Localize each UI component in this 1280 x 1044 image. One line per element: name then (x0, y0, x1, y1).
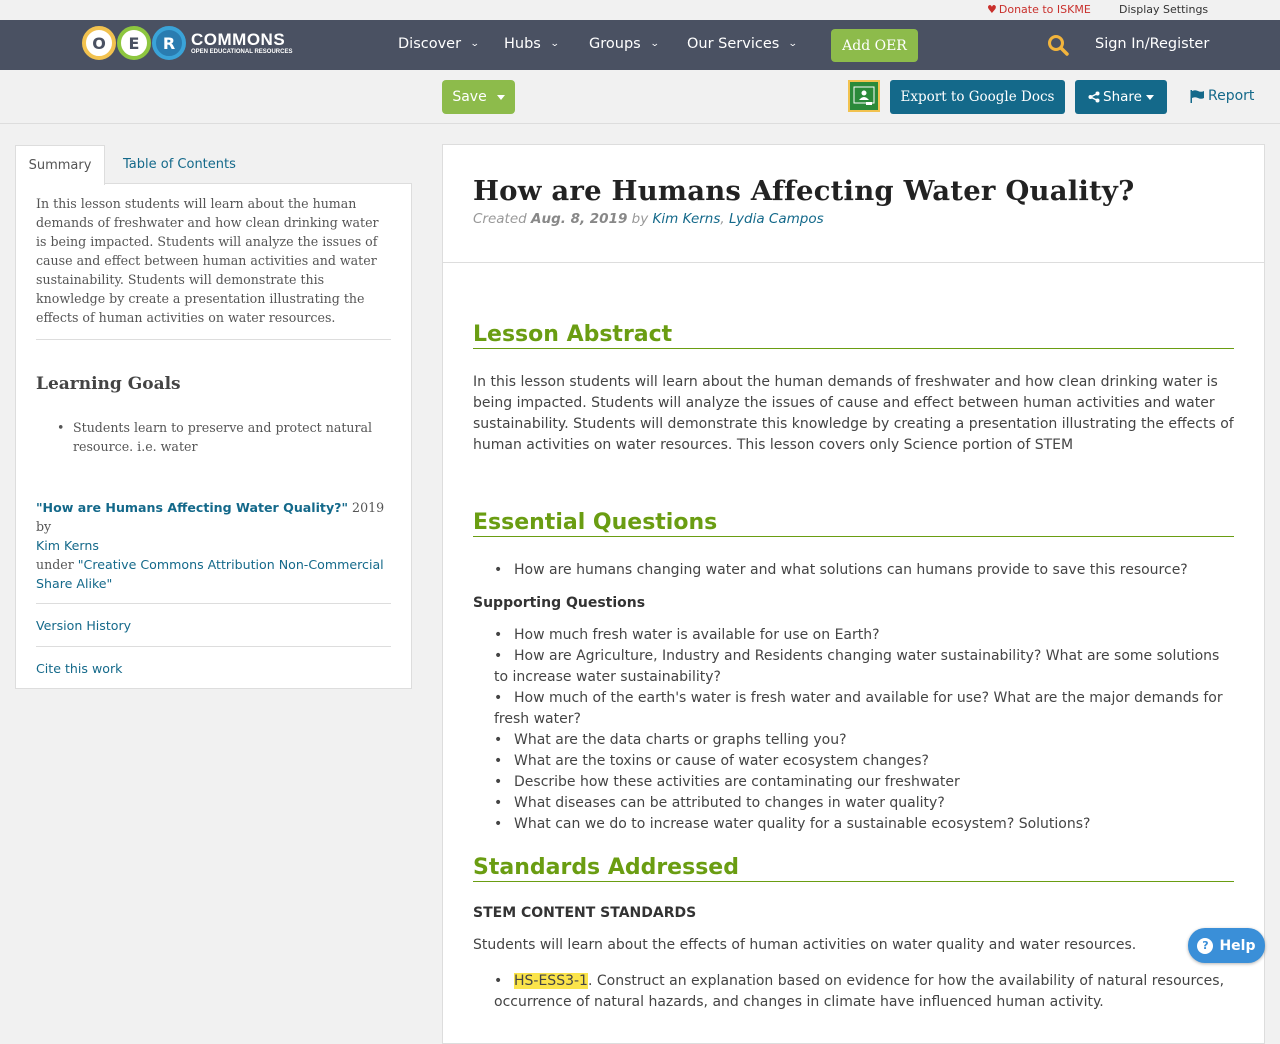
standard-text: . Construct an explanation based on evidence for how the availability of natural resources, occurrence of natural hazards, and changes in climate have influenced human activity. (494, 973, 1225, 1010)
report-label: Report (1208, 88, 1255, 104)
standards-addressed-heading: Standards Addressed (473, 854, 1234, 882)
essential-questions-heading: Essential Questions (473, 509, 1234, 537)
list-item: • What are the data charts or graphs telling you? (494, 730, 1234, 751)
main-nav (0, 20, 1280, 70)
chevron-down-icon: ⌄ (549, 39, 560, 49)
standards-list (473, 971, 1234, 1013)
stem-content-standards-heading: STEM CONTENT STANDARDS (473, 905, 697, 921)
oer-commons-logo[interactable] (82, 26, 292, 60)
license-link[interactable]: "Creative Commons Attribution Non-Commercial Share Alike" (36, 557, 384, 591)
resource-sidebar (15, 145, 412, 689)
list-item: • What can we do to increase water quality for a sustainable ecosystem? Solutions? (494, 814, 1234, 835)
resource-body (443, 321, 1264, 1013)
author-link[interactable]: Kim Kerns (652, 211, 721, 227)
lesson-abstract-text: In this lesson students will learn about the human demands of freshwater and how clean drinking water is being impacted. Students will analyze the issues of cause and effect between human activities and water sustainability. Students will demonstrate this knowledge by creating a presentation illustrating the effects of human activities on water resources. This lesson covers only Science portion of STEM (473, 374, 1234, 453)
utility-bar (0, 0, 1280, 20)
nav-discover[interactable] (398, 36, 479, 52)
logo-letter-r: R (152, 26, 186, 60)
question-icon: ? (1197, 938, 1213, 954)
supporting-questions-heading: Supporting Questions (473, 595, 646, 611)
report-link[interactable] (1190, 88, 1254, 104)
resource-meta (473, 211, 1234, 227)
cite-this-work-link[interactable]: Cite this work (36, 661, 123, 676)
list-item: • How are Agriculture, Industry and Residents changing water sustainability? What are some solutions to increase water sustainability? (494, 646, 1234, 688)
save-button[interactable] (442, 80, 515, 114)
google-classroom-icon[interactable] (848, 80, 880, 112)
list-item: • What diseases can be attributed to changes in water quality? (494, 793, 1234, 814)
nav-hubs-label: Hubs (504, 36, 541, 52)
author-link[interactable]: Lydia Campos (729, 211, 824, 227)
learning-goals-list (36, 418, 391, 456)
share-button[interactable] (1075, 80, 1167, 114)
share-icon (1088, 91, 1100, 103)
search-icon[interactable] (1047, 34, 1069, 60)
supporting-questions-list (473, 625, 1234, 835)
display-settings-link[interactable]: Display Settings (1119, 3, 1209, 16)
attribution-under: under (36, 557, 78, 572)
list-item: • How much of the earth's water is fresh water and available for use? What are the major demands for fresh water? (494, 688, 1234, 730)
help-label: Help (1219, 937, 1256, 954)
author-separator: , (720, 211, 729, 227)
tab-table-of-contents[interactable]: Table of Contents (123, 157, 236, 172)
chevron-down-icon: ⌄ (788, 39, 799, 49)
list-item: • Students learn to preserve and protect natural resource. i.e. water (55, 418, 391, 456)
nav-our-services[interactable] (687, 36, 797, 52)
donate-label: Donate to ISKME (998, 3, 1091, 16)
resource-header (443, 145, 1264, 263)
learning-goals-heading: Learning Goals (36, 374, 181, 394)
created-date: Aug. 8, 2019 (531, 211, 628, 227)
list-item (494, 971, 1234, 1013)
essential-questions-list (473, 560, 1234, 581)
nav-groups[interactable] (589, 36, 658, 52)
attribution-year: 2019 by (36, 500, 385, 534)
donate-link[interactable] (987, 3, 1091, 16)
tab-summary[interactable]: Summary (15, 145, 105, 185)
help-button[interactable] (1188, 928, 1265, 963)
flag-icon (1190, 90, 1204, 103)
attribution-title-link[interactable]: "How are Humans Affecting Water Quality?" (36, 500, 349, 515)
caret-down-icon (497, 95, 505, 100)
resource-toolbar (0, 70, 1280, 124)
attribution-author-link[interactable]: Kim Kerns (36, 538, 99, 553)
nav-our-services-label: Our Services (687, 36, 780, 52)
attribution (36, 498, 391, 604)
page-title: How are Humans Affecting Water Quality? (473, 175, 1135, 207)
caret-down-icon (1146, 95, 1154, 100)
logo-wordmark (191, 31, 292, 55)
version-history-link[interactable]: Version History (36, 604, 391, 647)
summary-text: In this lesson students will learn about the human demands of freshwater and how clean drinking water is being impacted. Students will analyze the issues of cause and effect between human activities and water sustainability. Students will demonstrate this knowledge by create a presentation illustrating the effects of human activities on water resources. (36, 194, 391, 340)
logo-subtitle: OPEN EDUCATIONAL RESOURCES (191, 49, 293, 55)
add-oer-button[interactable]: Add OER (831, 29, 918, 62)
logo-word: COMMONS (191, 30, 286, 49)
list-item: • How are humans changing water and what solutions can humans provide to save this resource? (494, 560, 1234, 581)
logo-letter-e: E (117, 26, 151, 60)
list-item: • Describe how these activities are contaminating our freshwater (494, 772, 1234, 793)
created-label: Created (473, 211, 532, 227)
share-label: Share (1103, 89, 1142, 105)
nav-groups-label: Groups (589, 36, 641, 52)
nav-discover-label: Discover (398, 36, 462, 52)
sign-in-register-link[interactable]: Sign In/Register (1095, 36, 1210, 52)
logo-letter-o: O (82, 26, 116, 60)
resource-content (442, 144, 1265, 1044)
list-item: • What are the toxins or cause of water ecosystem changes? (494, 751, 1234, 772)
stem-intro-text: Students will learn about the effects of human activities on water quality and water resources. (473, 937, 1137, 953)
save-label: Save (452, 89, 487, 105)
list-item: • How much fresh water is available for use on Earth? (494, 625, 1234, 646)
heart-icon: ♥ (987, 3, 997, 16)
chevron-down-icon: ⌄ (649, 39, 660, 49)
by-label: by (627, 211, 653, 227)
standard-code-highlight: HS-ESS3-1 (514, 973, 588, 989)
chevron-down-icon: ⌄ (469, 39, 480, 49)
summary-panel (15, 183, 412, 689)
nav-hubs[interactable] (504, 36, 558, 52)
export-google-docs-button[interactable]: Export to Google Docs (890, 80, 1065, 114)
sidebar-tabs (15, 145, 412, 184)
lesson-abstract-heading: Lesson Abstract (473, 321, 1234, 349)
